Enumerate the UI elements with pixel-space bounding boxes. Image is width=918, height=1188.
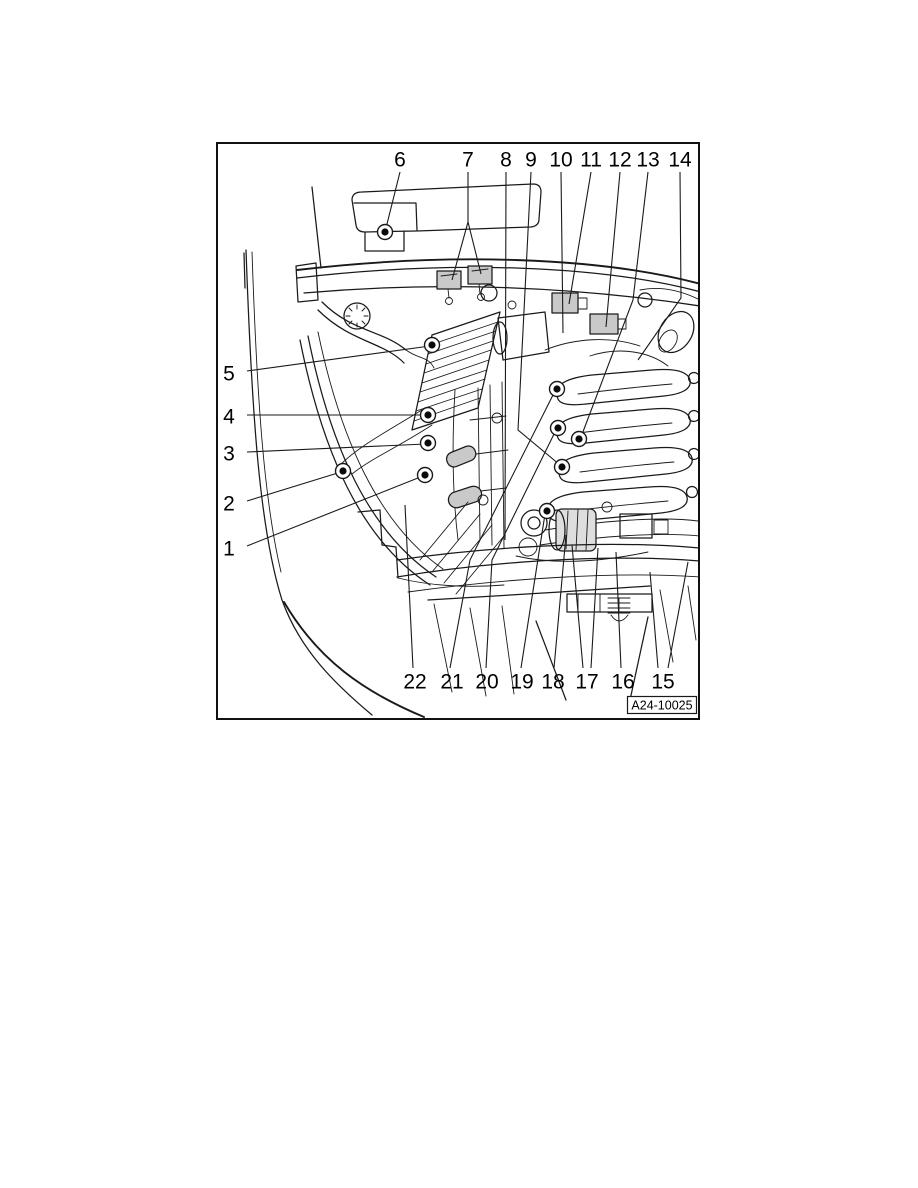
hood-plate — [352, 184, 541, 251]
callout-label-19: 19 — [510, 670, 534, 694]
callout-16 — [611, 552, 634, 694]
callout-label-18: 18 — [541, 670, 565, 694]
callout-label-16: 16 — [611, 670, 635, 694]
callout-label-20: 20 — [475, 670, 499, 694]
leader-line-15 — [668, 562, 688, 668]
manifold-bolt-4 — [687, 487, 698, 498]
fender-inner-line — [252, 252, 281, 572]
callout-label-8: 8 — [500, 148, 512, 172]
callout-dot-1 — [421, 471, 428, 478]
callout-label-4: 4 — [223, 405, 235, 429]
rail-fitting-1 — [492, 413, 502, 423]
leader-line-19 — [521, 514, 545, 668]
callout-label-2: 2 — [223, 492, 235, 516]
leader-line-16 — [616, 552, 621, 668]
hood-prop-line — [312, 187, 321, 268]
leader-line-17 — [591, 548, 598, 668]
leader-line-18 — [554, 535, 566, 668]
callout-label-5: 5 — [223, 362, 235, 386]
callout-11 — [569, 149, 602, 305]
callout-label-13: 13 — [636, 148, 660, 172]
leader-line-22 — [405, 505, 413, 668]
callout-dot-20 — [554, 424, 561, 431]
leader-line-15 — [650, 572, 658, 668]
leader-line-17 — [572, 545, 583, 668]
callout-1 — [223, 468, 432, 561]
callout-6 — [378, 149, 406, 240]
manifold-runner-3 — [559, 447, 693, 482]
sill-line — [398, 578, 504, 586]
leader-line-1 — [247, 476, 423, 546]
leader-line-5 — [247, 346, 430, 371]
callout-label-9: 9 — [525, 148, 537, 172]
callout-dot-13 — [575, 435, 582, 442]
callout-12 — [606, 149, 632, 328]
carrier-line — [408, 575, 700, 592]
callout-dot-6 — [381, 228, 388, 235]
callout-label-6: 6 — [394, 148, 406, 172]
left-stub-line — [244, 253, 245, 288]
solenoid-valve-1 — [552, 293, 578, 313]
callout-dot-19 — [543, 507, 550, 514]
callout-label-1: 1 — [223, 537, 235, 561]
crossmember-top — [397, 544, 700, 560]
manifold-bolt-2 — [689, 411, 700, 422]
fender-outer-line — [246, 250, 372, 715]
callout-14 — [638, 149, 692, 361]
callout-label-10: 10 — [549, 148, 573, 172]
callout-dot-9 — [558, 463, 565, 470]
intake-hose-ribs — [414, 322, 498, 421]
callout-label-11: 11 — [580, 148, 602, 172]
leader-line-11 — [569, 172, 591, 304]
throttle-bolt — [508, 301, 516, 309]
solenoid-valve-1-stub — [578, 298, 587, 309]
callout-label-17: 17 — [575, 670, 599, 694]
wheel-arch-arc-3 — [318, 332, 443, 569]
leader-line-8 — [505, 172, 506, 540]
figure-id-text: A24-10025 — [631, 698, 693, 713]
callout-label-14: 14 — [668, 148, 692, 172]
callout-label-12: 12 — [608, 148, 632, 172]
callout-2 — [223, 464, 350, 516]
wiper-spindle-spokes — [346, 305, 368, 327]
cap-small — [638, 293, 652, 307]
crossmember-bottom — [397, 558, 700, 577]
emblem-tab — [611, 615, 628, 621]
valve-7a-port — [446, 298, 453, 305]
figure-id-label — [628, 697, 697, 714]
callout-18 — [541, 535, 566, 694]
recess-dividers — [578, 594, 600, 612]
callout-3 — [223, 436, 435, 466]
leader-line-12 — [606, 172, 620, 327]
belt-line — [516, 552, 648, 561]
manifold-runner-1 — [557, 369, 691, 404]
callout-dot-2 — [339, 467, 346, 474]
callout-dot-21 — [553, 385, 560, 392]
callout-label-3: 3 — [223, 442, 235, 466]
callout-label-22: 22 — [403, 670, 427, 694]
leader-line-6 — [386, 172, 400, 228]
callout-dot-4 — [424, 411, 431, 418]
callout-label-15: 15 — [651, 670, 675, 694]
valve-7a — [437, 271, 461, 289]
callout-22 — [403, 505, 426, 694]
air-duct-lines — [340, 408, 432, 474]
mount-block — [654, 520, 668, 534]
callout-dot-5 — [428, 341, 435, 348]
engine-line-art — [244, 184, 701, 717]
ignition-coil-1 — [444, 444, 477, 469]
solenoid-valve-2 — [590, 314, 618, 334]
callout-label-7: 7 — [462, 148, 474, 172]
manifold-bolt-1 — [689, 373, 700, 384]
callout-dot-3 — [424, 439, 431, 446]
callout-label-21: 21 — [440, 670, 464, 694]
wheel-arch-arc-1 — [300, 340, 430, 585]
callout-17 — [572, 545, 599, 694]
callout-15 — [650, 562, 688, 694]
leader-line-3 — [247, 444, 426, 452]
